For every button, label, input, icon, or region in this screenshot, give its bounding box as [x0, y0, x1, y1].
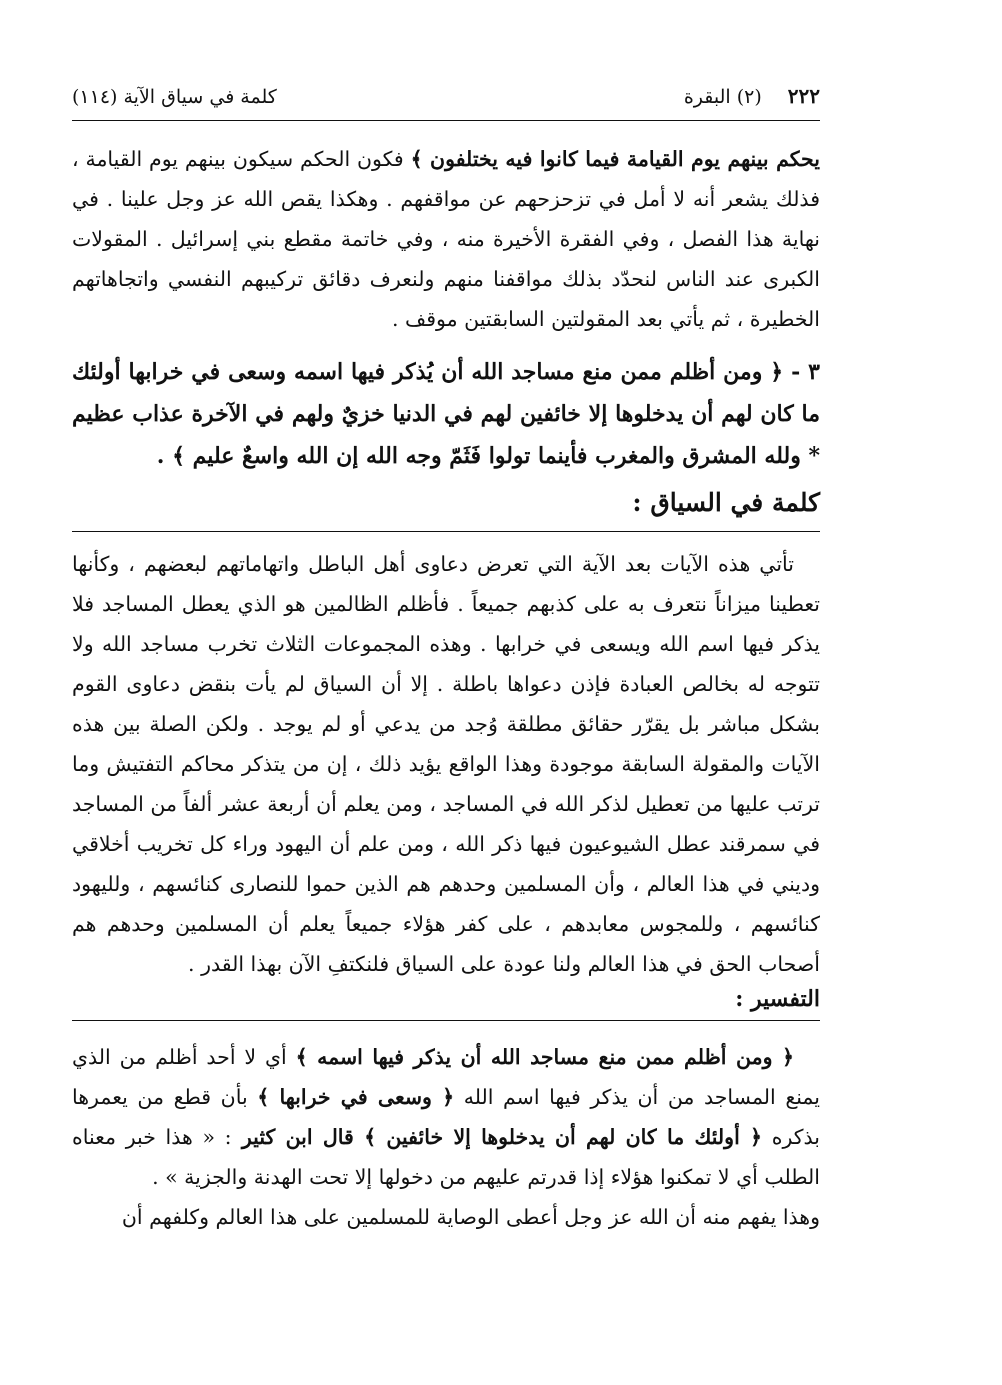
- tafsir-paragraph: [72, 1037, 820, 1197]
- tafsir-text-2: بأن قطع من يعمرها بذكره: [72, 1085, 821, 1149]
- verses-block: ٣ - ﴿ ومن أظلم ممن منع مساجد الله أن يُذكر فيها اسمه وسعى في خرابها أولئك ما كان لهم أن يدخلوها إلا خائفين لهم في الدنيا خزيٌ ولهم في الآخرة عذاب عظيم * ولله المشرق والمغرب فأينما تولوا فَثَمّ وجه الله إن الله واسعٌ عليم ﴾ .: [72, 359, 820, 469]
- intro-paragraph: [72, 139, 820, 339]
- tafsir-quote-2: ﴿ وسعى في خرابها ﴾: [257, 1085, 455, 1109]
- header-section-title: كلمة في سياق الآية (١١٤): [72, 86, 277, 108]
- context-heading: كلمة في السياق :: [632, 488, 820, 517]
- surah-label: (٢) البقرة: [683, 86, 762, 108]
- context-heading-rule: [72, 531, 820, 532]
- tafsir-quote-4: قال ابن كثير: [231, 1125, 365, 1149]
- book-page: [72, 84, 820, 1364]
- tafsir-quote-1: ﴿ ومن أظلم ممن منع مساجد الله أن يذكر فيها اسمه ﴾: [295, 1045, 794, 1069]
- intro-bold-lead: يحكم بينهم يوم القيامة فيما كانوا فيه يختلفون ﴾: [410, 147, 820, 171]
- tafsir-text-1: أي لا أحد أظلم من الذي يمنع المساجد من أن يذكر فيها اسم الله: [72, 1045, 820, 1109]
- tafsir-heading: التفسير :: [735, 986, 820, 1012]
- header-rule: [72, 120, 820, 121]
- page-number: ٢٢٢: [787, 84, 820, 108]
- header-right: [684, 84, 820, 108]
- tafsir-paragraph-2: وهذا يفهم منه أن الله عز وجل أعطى الوصاية للمسلمين على هذا العالم وكلفهم أن: [121, 1205, 820, 1229]
- tafsir-quote-3: ﴿ أولئك ما كان لهم أن يدخلوها إلا خائفين ﴾: [364, 1125, 763, 1149]
- tafsir-heading-rule: [72, 1020, 820, 1021]
- intro-text: فكون الحكم سيكون بينهم يوم القيامة ، فذلك يشعر أنه لا أمل في تزحزحهم عن مواقفهم . وهكذا يقص الله عز وجل علينا . في نهاية هذا الفصل ، وفي الفقرة الأخيرة منه ، وفي خاتمة مقطع بني إسرائيل . المقولات الكبرى عند الناس لنحدّد بذلك مواقفنا منهم ولنعرف دقائق تركيبهم النفسي واتجاهاتهم الخطيرة ، ثم يأتي بعد المقولتين السابقتين موقف .: [72, 147, 820, 331]
- running-header: [72, 84, 820, 120]
- tafsir-text-3: : « هذا خبر معناه الطلب أي لا تمكنوا هؤلاء إذا قدرتم عليهم من دخولها إلا تحت الهدنة والجزية » .: [72, 1125, 820, 1189]
- context-paragraph: تأتي هذه الآيات بعد الآية التي تعرض دعاوى أهل الباطل واتهاماتهم لبعضهم ، وكأنها تعطينا ميزاناً نتعرف به على كذبهم جميعاً . فأظلم الظالمين هو الذي يعطل المساجد فلا يذكر فيها اسم الله ويسعى في خرابها . وهذه المجموعات الثلاث تخرب مساجد الله ولا تتوجه له بخالص العبادة فإذن دعواها باطلة . إلا أن السياق لم يأت بنقض دعاوى القوم بشكل مباشر بل يقرّر حقائق مطلقة وُجد من يدعي أو لم يوجد . ولكن الصلة بين هذه الآيات والمقولة السابقة موجودة وهذا الواقع يؤيد ذلك ، إن من يتذكر محاكم التفتيش وما ترتب عليها من تعطيل لذكر الله في المساجد ، ومن يعلم أن أربعة عشر ألفاً من المساجد في سمرقند عطل الشيوعيون فيها ذكر الله ، ومن علم أن اليهود وراء كل تخريب أخلاقي وديني في هذا العالم ، وأن المسلمين وحدهم هم الذين حموا للنصارى كنائسهم ، ولليهود كنائسهم ، وللمجوس معابدهم ، على كفر هؤلاء جميعاً يعلم أن المسلمين وحدهم هم أصحاب الحق في هذا العالم ولنا عودة على السياق فلنكتفِ الآن بهذا القدر .: [72, 552, 820, 976]
